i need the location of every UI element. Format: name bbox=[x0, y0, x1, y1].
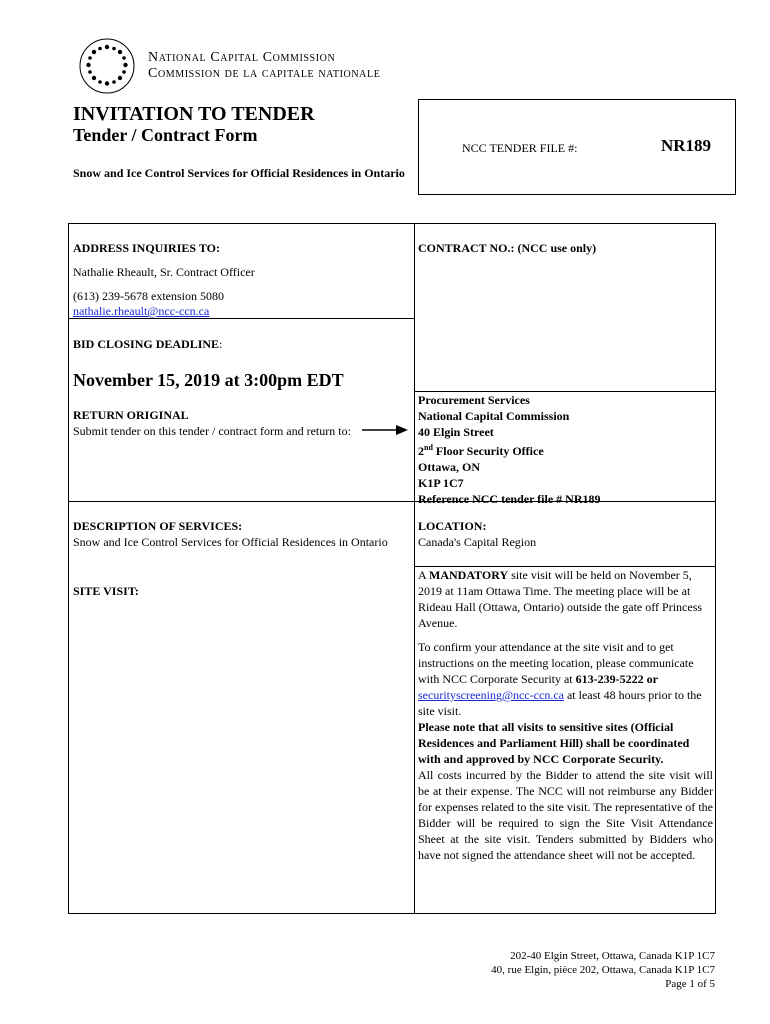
address-line5: Ottawa, ON bbox=[418, 460, 480, 474]
deadline-colon: : bbox=[219, 337, 223, 351]
site-visit-para3: Please note that all visits to sensitive sites (Official Residences and Parliament Hill) shall be coordinated with and approved by NCC Corporate Security. bbox=[418, 720, 690, 766]
mandatory-label: MANDATORY bbox=[429, 568, 509, 582]
address-line6: K1P 1C7 bbox=[418, 476, 464, 490]
return-heading: RETURN ORIGINAL bbox=[73, 408, 189, 422]
address-floor-rest: Floor Security Office bbox=[432, 444, 544, 458]
inquiries-phone: (613) 239-5678 extension 5080 bbox=[73, 289, 224, 303]
services-text: Snow and Ice Control Services for Official Residences in Ontario bbox=[73, 535, 388, 549]
return-address bbox=[418, 392, 601, 507]
inquiries-heading: ADDRESS INQUIRIES TO: bbox=[73, 241, 220, 255]
address-line3: 40 Elgin Street bbox=[418, 425, 494, 439]
location-text: Canada's Capital Region bbox=[418, 535, 537, 549]
return-instructions: Submit tender on this tender / contract form and return to: bbox=[73, 424, 351, 438]
deadline-date: November 15, 2019 at 3:00pm EDT bbox=[73, 370, 344, 390]
site-visit-details bbox=[418, 567, 713, 863]
arrow-right-icon bbox=[362, 423, 408, 437]
address-line7: Reference NCC tender file # NR189 bbox=[418, 492, 601, 506]
address-line1: Procurement Services bbox=[418, 393, 530, 407]
services-heading: DESCRIPTION OF SERVICES: bbox=[73, 519, 243, 533]
deadline-heading bbox=[73, 336, 222, 352]
footer-address-en: 202-40 Elgin Street, Ottawa, Canada K1P 1C7 bbox=[510, 950, 715, 962]
address-line4 bbox=[418, 440, 601, 459]
tender-file-number: NR189 bbox=[661, 136, 712, 155]
site-visit-para2: To confirm your attendance at the site visit and to get instructions on the meeting location, please communicate with NCC Corporate Security at 613-239-5222 or securityscreening@ncc-ccn.ca at least 48 hours prior to the site visit. bbox=[418, 640, 702, 718]
page-title: INVITATION TO TENDER bbox=[73, 103, 315, 125]
contract-no-heading: CONTRACT NO.: (NCC use only) bbox=[418, 241, 597, 255]
page-subtitle: Tender / Contract Form bbox=[73, 125, 258, 145]
inquiries-name: Nathalie Rheault, Sr. Contract Officer bbox=[73, 265, 255, 279]
org-name-fr: Commission de la capitale nationale bbox=[148, 66, 381, 81]
address-floor-num: 2 bbox=[418, 444, 424, 458]
address-line2: National Capital Commission bbox=[418, 409, 570, 423]
inquiries-email-link[interactable]: nathalie.rheault@ncc-ccn.ca bbox=[73, 304, 210, 318]
site-visit-heading: SITE VISIT: bbox=[73, 584, 139, 598]
tender-description: Snow and Ice Control Services for Official Residences in Ontario bbox=[73, 166, 405, 180]
footer-address-fr: 40, rue Elgin, pièce 202, Ottawa, Canada K1P 1C7 bbox=[491, 964, 715, 976]
deadline-heading-text: BID CLOSING DEADLINE bbox=[73, 337, 220, 351]
address-floor-sup: nd bbox=[424, 443, 433, 452]
page-footer bbox=[315, 949, 715, 991]
ncc-logo-icon bbox=[78, 37, 136, 95]
tender-file-label: NCC TENDER FILE #: bbox=[462, 141, 578, 155]
site-visit-para4: All costs incurred by the Bidder to attend the site visit will be at their expense. The NCC will not reimburse any Bidder for expenses related to the site visit. The representative of the Bidder will be required to sign the Site Visit Attendance Sheet at the site visit. Tenders submitted by Bidders who have not signed the attendance sheet will not be accepted. bbox=[418, 768, 713, 862]
page-number: Page 1 of 5 bbox=[665, 978, 715, 990]
site-visit-para1: A MANDATORY site visit will be held on November 5, 2019 at 11am Ottawa Time. The meeting place will be at Rideau Hall (Ottawa, Ontario) outside the gate off Princess Avenue. bbox=[418, 568, 703, 630]
location-heading: LOCATION: bbox=[418, 519, 487, 533]
security-email-link[interactable]: securityscreening@ncc-ccn.ca bbox=[418, 688, 564, 702]
org-name-en: National Capital Commission bbox=[148, 50, 336, 65]
